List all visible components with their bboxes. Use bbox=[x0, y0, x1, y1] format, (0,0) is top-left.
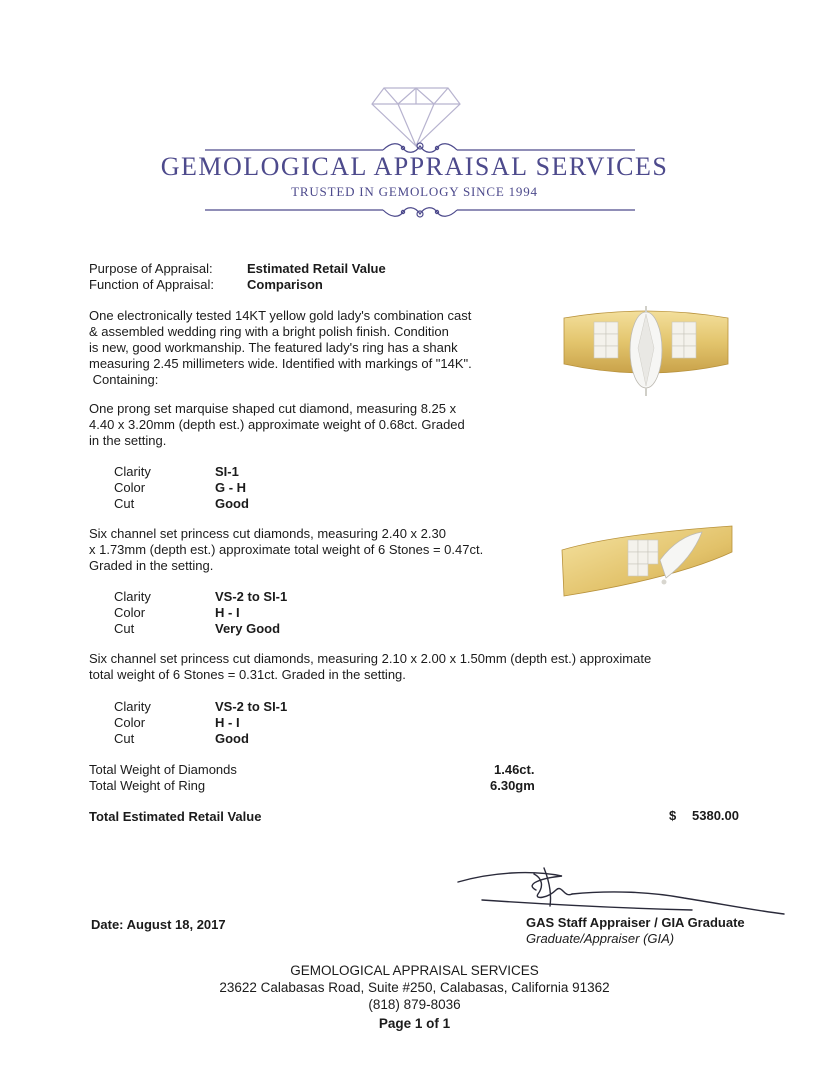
ring-photo-angled bbox=[556, 516, 736, 610]
cut-label: Cut bbox=[114, 731, 135, 746]
color-label: Color bbox=[114, 605, 146, 620]
stone-description-line: total weight of 6 Stones = 0.31ct. Graded in the setting. bbox=[89, 667, 406, 682]
function-label: Function of Appraisal: bbox=[89, 277, 215, 292]
stone-description-line: Six channel set princess cut diamonds, measuring 2.10 x 2.00 x 1.50mm (depth est.) approximate bbox=[89, 651, 652, 666]
purpose-label: Purpose of Appraisal: bbox=[89, 261, 213, 276]
stone-description-line: in the setting. bbox=[89, 433, 167, 448]
appraiser-signature bbox=[452, 864, 788, 918]
footer-address: 23622 Calabasas Road, Suite #250, Calabasas, California 91362 bbox=[219, 980, 610, 995]
description-line: Containing: bbox=[89, 372, 159, 387]
company-tagline: TRUSTED IN GEMOLOGY SINCE 1994 bbox=[291, 184, 538, 199]
footer-company: GEMOLOGICAL APPRAISAL SERVICES bbox=[290, 963, 539, 978]
footer-phone: (818) 879-8036 bbox=[368, 997, 461, 1012]
description-line: is new, good workmanship. The featured lady's ring has a shank bbox=[89, 340, 458, 355]
cut-value: Good bbox=[215, 731, 249, 746]
stone-description-line: Six channel set princess cut diamonds, measuring 2.40 x 2.30 bbox=[89, 526, 446, 541]
total-retail-label: Total Estimated Retail Value bbox=[89, 809, 262, 824]
clarity-value: SI-1 bbox=[215, 464, 239, 479]
stone-description-line: 4.40 x 3.20mm (depth est.) approximate weight of 0.68ct. Graded bbox=[89, 417, 465, 432]
stone-2-description bbox=[89, 526, 483, 574]
description-line: & assembled wedding ring with a bright polish finish. Condition bbox=[89, 324, 449, 339]
color-label: Color bbox=[114, 480, 146, 495]
appraisal-date: Date: August 18, 2017 bbox=[91, 917, 226, 932]
function-value: Comparison bbox=[247, 277, 323, 292]
total-ring-label: Total Weight of Ring bbox=[89, 778, 206, 793]
color-value: H - I bbox=[215, 715, 240, 730]
total-retail-value: 5380.00 bbox=[692, 808, 739, 823]
cut-label: Cut bbox=[114, 621, 135, 636]
ring-photo-front bbox=[560, 302, 732, 402]
cut-value: Good bbox=[215, 496, 249, 511]
color-value: G - H bbox=[215, 480, 247, 495]
appraiser-subtitle: Graduate/Appraiser (GIA) bbox=[526, 931, 675, 946]
total-diamonds-label: Total Weight of Diamonds bbox=[89, 762, 237, 777]
total-ring-value: 6.30gm bbox=[490, 778, 535, 793]
clarity-value: VS-2 to SI-1 bbox=[215, 699, 288, 714]
stone-1-description bbox=[89, 401, 465, 449]
total-diamonds-value: 1.46ct. bbox=[494, 762, 535, 777]
clarity-label: Clarity bbox=[114, 589, 151, 604]
stone-description-line: x 1.73mm (depth est.) approximate total weight of 6 Stones = 0.47ct. bbox=[89, 542, 484, 557]
bottom-ornament-divider bbox=[205, 202, 635, 222]
description-line: measuring 2.45 millimeters wide. Identified with markings of "14K". bbox=[89, 356, 472, 371]
description-line: One electronically tested 14KT yellow gold lady's combination cast bbox=[89, 308, 472, 323]
currency-symbol: $ bbox=[669, 808, 677, 823]
stone-description-line: One prong set marquise shaped cut diamond, measuring 8.25 x bbox=[89, 401, 457, 416]
clarity-value: VS-2 to SI-1 bbox=[215, 589, 288, 604]
stone-3-description bbox=[89, 651, 651, 683]
purpose-value: Estimated Retail Value bbox=[247, 261, 386, 276]
color-value: H - I bbox=[215, 605, 240, 620]
ring-description bbox=[89, 308, 472, 388]
company-logo-title: GEMOLOGICAL APPRAISAL SERVICES bbox=[160, 152, 669, 181]
color-label: Color bbox=[114, 715, 146, 730]
clarity-label: Clarity bbox=[114, 699, 151, 714]
page-number: Page 1 of 1 bbox=[378, 1016, 451, 1031]
cut-value: Very Good bbox=[215, 621, 281, 636]
clarity-label: Clarity bbox=[114, 464, 151, 479]
cut-label: Cut bbox=[114, 496, 135, 511]
stone-description-line: Graded in the setting. bbox=[89, 558, 214, 573]
appraiser-title: GAS Staff Appraiser / GIA Graduate bbox=[526, 915, 745, 930]
